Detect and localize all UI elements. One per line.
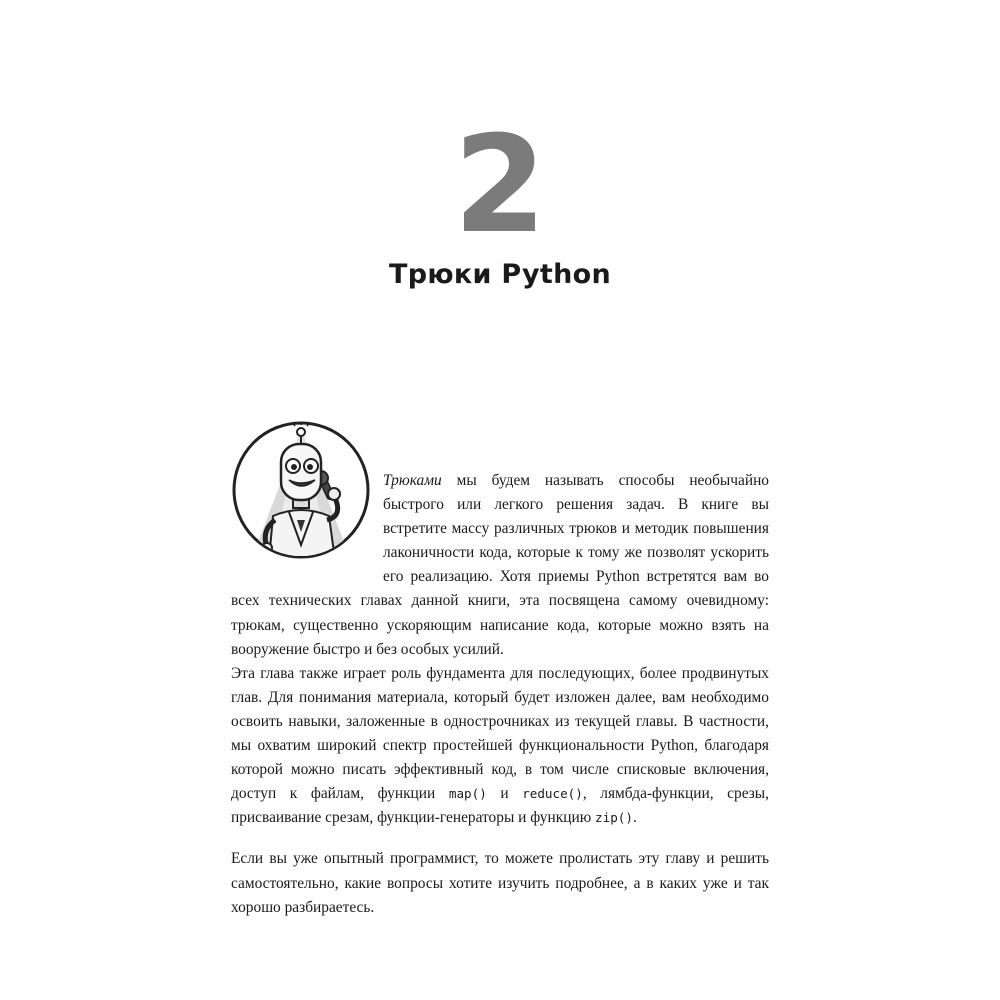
paragraph-foundation-text-b: и (486, 785, 523, 803)
code-map: map() (448, 786, 487, 802)
chapter-number: 2 (453, 107, 547, 263)
paragraph-intro (231, 469, 769, 662)
paragraph-experienced: Если вы уже опытный программист, то можете пролистать эту главу и решить самостоятельно, какие вопросы хотите изучить подробнее, а в каких уже и так хорошо разбираетесь. (231, 850, 769, 916)
illustration-wrap-space (231, 469, 383, 575)
paragraph-foundation (231, 662, 769, 831)
code-reduce: reduce() (522, 786, 583, 802)
chapter-title: Трюки Python (388, 259, 612, 290)
paragraph-foundation-text-c: , лямбда-функции, срезы, присваивание срезам, функции-генераторы и функцию (231, 785, 769, 827)
paragraph-foundation-text-d: . (632, 809, 637, 827)
paragraph-intro-text: мы будем называть способы необычайно быстрого или легкого решения задач. В книге вы встретите массу различных трюков и методик повышения лаконичности кода, которые к тому же позволят ускорить его реализацию. Хотя приемы Python встретятся вам во всех технических главах данной книги, эта посвящена самому очевидному: трюкам, существенно ускоряющим написание кода, которые можно взять на вооружение быстро и без особых усилий. (231, 472, 769, 658)
paragraph-foundation-text-a: Эта глава также играет роль фундамента для последующих, более продвинутых глав. Для понимания материала, который будет изложен далее, вам необходимо освоить навыки, заложенные в однострочниках из текущей главы. В частности, мы охватим широкий спектр простейшей функциональности Python, благодаря которой можно писать эффективный код, в том числе списковые включения, доступ к файлам, функции (231, 664, 769, 803)
emphasis-term: Трюками (383, 472, 442, 489)
code-zip: zip() (595, 810, 633, 826)
body-text (231, 469, 769, 937)
